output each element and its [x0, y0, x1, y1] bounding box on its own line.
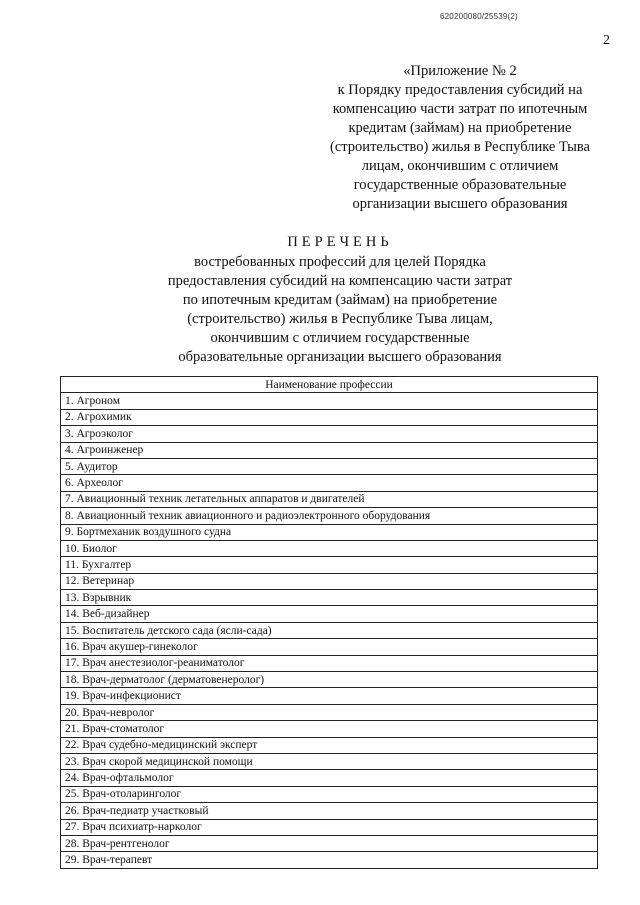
table-row: [61, 540, 598, 556]
profession-cell: 18. Врач-дерматолог (дерматовенеролог): [61, 672, 598, 688]
profession-cell: 5. Аудитор: [61, 458, 598, 474]
table-row: [61, 475, 598, 491]
profession-cell: 15. Воспитатель детского сада (ясли-сада): [61, 622, 598, 638]
table-row: [61, 721, 598, 737]
profession-cell: 22. Врач судебно-медицинский эксперт: [61, 737, 598, 753]
profession-cell: 29. Врач-терапевт: [61, 852, 598, 868]
table-row: [61, 606, 598, 622]
subtitle-line: (строительство) жилья в Республике Тыва лицам,: [187, 311, 493, 327]
table-row: [61, 524, 598, 540]
profession-cell: 10. Биолог: [61, 540, 598, 556]
table-row: [61, 508, 598, 524]
document-title: ПЕРЕЧЕНЬ: [287, 234, 393, 250]
table-row: [61, 491, 598, 507]
table-row: [61, 590, 598, 606]
profession-cell: 2. Агрохимик: [61, 409, 598, 425]
table-row: [61, 770, 598, 786]
table-row: [61, 852, 598, 868]
profession-cell: 14. Веб-дизайнер: [61, 606, 598, 622]
profession-cell: 25. Врач-отоларинголог: [61, 786, 598, 802]
appendix-line: (строительство) жилья в Республике Тыва: [330, 139, 590, 155]
profession-cell: 4. Агроинженер: [61, 442, 598, 458]
table-row: [61, 458, 598, 474]
appendix-line: лицам, окончившим с отличием: [361, 158, 559, 174]
appendix-line: к Порядку предоставления субсидий на: [337, 82, 583, 98]
table-row: [61, 393, 598, 409]
profession-cell: 21. Врач-стоматолог: [61, 721, 598, 737]
document-subtitle: [90, 253, 590, 367]
table-row: [61, 573, 598, 589]
subtitle-line: окончившим с отличием государственные: [210, 330, 470, 346]
profession-cell: 6. Археолог: [61, 475, 598, 491]
profession-cell: 7. Авиационный техник летательных аппаратов и двигателей: [61, 491, 598, 507]
table-row: [61, 704, 598, 720]
table-row: [61, 622, 598, 638]
profession-cell: 24. Врач-офтальмолог: [61, 770, 598, 786]
subtitle-line: востребованных профессий для целей Порядка: [194, 254, 486, 270]
table-row: [61, 426, 598, 442]
table-row: [61, 442, 598, 458]
profession-cell: 27. Врач психиатр-нарколог: [61, 819, 598, 835]
table-row: [61, 557, 598, 573]
appendix-line: организации высшего образования: [352, 196, 568, 212]
profession-cell: 12. Ветеринар: [61, 573, 598, 589]
profession-cell: 8. Авиационный техник авиационного и радиоэлектронного оборудования: [61, 508, 598, 524]
table-row: [61, 639, 598, 655]
table-row: [61, 737, 598, 753]
subtitle-line: предоставления субсидий на компенсацию части затрат: [167, 273, 513, 289]
page-number: 2: [603, 33, 610, 48]
table-row: [61, 786, 598, 802]
table-row: [61, 672, 598, 688]
appendix-line: «Приложение № 2: [403, 63, 517, 79]
profession-cell: 9. Бортмеханик воздушного судна: [61, 524, 598, 540]
table-row: [61, 819, 598, 835]
appendix-line: компенсацию части затрат по ипотечным: [332, 101, 588, 117]
profession-cell: 23. Врач скорой медицинской помощи: [61, 753, 598, 769]
profession-cell: 20. Врач-невролог: [61, 704, 598, 720]
profession-cell: 3. Агроэколог: [61, 426, 598, 442]
professions-table: [60, 376, 598, 869]
table-header-row: [61, 377, 598, 393]
profession-cell: 17. Врач анестезиолог-реаниматолог: [61, 655, 598, 671]
table-row: [61, 409, 598, 425]
table-row: [61, 655, 598, 671]
profession-cell: 19. Врач-инфекционист: [61, 688, 598, 704]
table-row: [61, 803, 598, 819]
document-id: 620200080/25539(2): [440, 12, 518, 21]
profession-cell: 28. Врач-рентгенолог: [61, 835, 598, 851]
profession-cell: 1. Агроном: [61, 393, 598, 409]
appendix-line: кредитам (займам) на приобретение: [348, 120, 572, 136]
profession-cell: 11. Бухгалтер: [61, 557, 598, 573]
profession-cell: 16. Врач акушер-гинеколог: [61, 639, 598, 655]
subtitle-line: образовательные организации высшего образования: [178, 349, 502, 365]
table-row: [61, 688, 598, 704]
appendix-block: [315, 62, 605, 214]
profession-cell: 13. Взрывник: [61, 590, 598, 606]
table-row: [61, 835, 598, 851]
table-row: [61, 753, 598, 769]
appendix-line: государственные образовательные: [353, 177, 567, 193]
subtitle-line: по ипотечным кредитам (займам) на приобретение: [182, 292, 498, 308]
profession-cell: 26. Врач-педиатр участковый: [61, 803, 598, 819]
column-header-profession: Наименование профессии: [61, 377, 598, 393]
